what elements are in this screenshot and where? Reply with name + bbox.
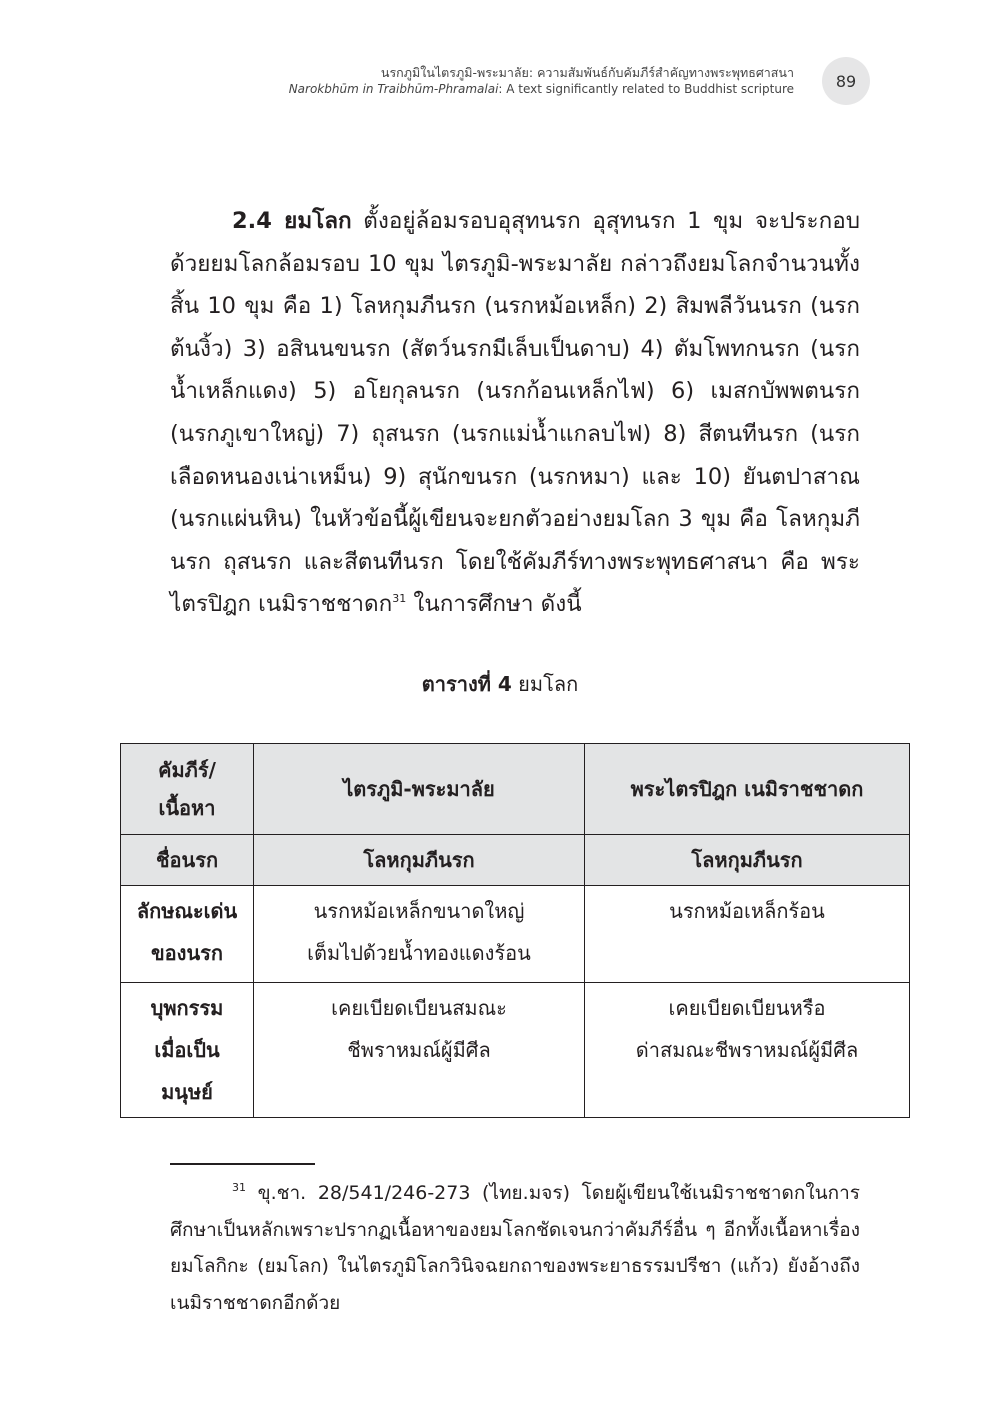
yama-loka-table <box>120 743 910 1118</box>
running-header-english <box>174 81 794 98</box>
cell-line: ชีพราหมณ์ผู้มีศีล <box>347 1038 491 1062</box>
body-text-end: ในการศึกษา ดังนี้ <box>406 591 582 618</box>
cell-name-traibhum: โลหกุมภีนรก <box>254 835 585 886</box>
table-caption-label: ตารางที่ 4 <box>421 672 512 696</box>
page-number: 89 <box>822 57 870 105</box>
cell-line: มนุษย์ <box>161 1080 213 1104</box>
footnote-number: 31 <box>232 1181 246 1194</box>
body-paragraph <box>170 200 860 626</box>
body-text: ตั้งอยู่ล้อมรอบอุสุทนรก อุสุทนรก 1 ขุม จะประกอบด้วยยมโลกล้อมรอบ 10 ขุม ไตรภูมิ-พระมาลัย กล่าวถึงยมโลกจำนวนทั้งสิ้น 10 ขุม คือ 1) โลหกุมภีนรก (นรกหม้อเหล็ก) 2) สิมพลีวันนรก (นรกต้นงิ้ว) 3) อสินนขนรก (สัตว์นรกมีเล็บเป็นดาบ) 4) ตัมโพทกนรก (นรกน้ำเหล็กแดง) 5) อโยกุลนรก (นรกก้อนเหล็กไฟ) 6) เมสกบัพพตนรก (นรกภูเขาใหญ่) 7) ถุสนรก (นรกแม่น้ำแกลบไฟ) 8) สีตนทีนรก (นรกเลือดหนองเน่าเหม็น) 9) สุนักขนรก (นรกหมา) และ 10) ยันตปาสาณ (นรกแผ่นหิน) ในหัวข้อนี้ผู้เขียนจะยกตัวอย่างยมโลก 3 ขุม คือ โลหกุมภีนรก ถุสนรก และสีตนทีนรก โดยใช้คัมภีร์ทางพระพุทธศาสนา คือ พระไตรปิฎก เนมิราชชาดก <box>170 208 860 618</box>
section-heading: 2.4 ยมโลก <box>232 208 352 234</box>
cell-line: บุพกรรม <box>150 996 224 1020</box>
table-row-past-karma <box>121 983 910 1118</box>
table-row-hell-name <box>121 835 910 886</box>
cell-line: ของนรก <box>151 941 223 965</box>
cell-karma-traibhum <box>254 983 585 1118</box>
table-caption-text: ยมโลก <box>511 672 579 696</box>
cell-characteristics-traibhum <box>254 886 585 983</box>
row-label-past-karma <box>121 983 254 1118</box>
cell-karma-nemiraja <box>585 983 910 1118</box>
cell-line: เต็มไปด้วยน้ำทองแดงร้อน <box>307 941 531 965</box>
cell-line: นรกหม้อเหล็กขนาดใหญ่ <box>313 899 525 923</box>
cell-line: ลักษณะเด่น <box>136 899 238 923</box>
cell-name-nemiraja: โลหกุมภีนรก <box>585 835 910 886</box>
running-header-thai: นรกภูมิในไตรภูมิ-พระมาลัย: ความสัมพันธ์กับคัมภีร์สำคัญทางพระพุทธศาสนา <box>380 65 794 80</box>
running-header-english-rest: : A text significantly related to Buddhist scripture <box>498 82 794 96</box>
row-label-hell-name: ชื่อนรก <box>121 835 254 886</box>
cell-line: เมื่อเป็น <box>154 1038 220 1062</box>
cell-line: เคยเบียดเบียนหรือ <box>668 996 826 1020</box>
cell-line: เคยเบียดเบียนสมณะ <box>331 996 507 1020</box>
running-header-english-italic: Narokbhūm in Traibhūm-Phramalai <box>288 82 499 96</box>
header-cell-scripture-content <box>121 744 254 835</box>
cell-line: ด่าสมณะชีพราหมณ์ผู้มีศีล <box>635 1038 859 1062</box>
table-header-row <box>121 744 910 835</box>
cell-line: นรกหม้อเหล็กร้อน <box>669 899 825 923</box>
footnote-text: ขุ.ชา. 28/541/246-273 (ไทย.มจร) โดยผู้เขียนใช้เนมิราชชาดกในการศึกษาเป็นหลักเพราะปรากฏเนื้อหาของยมโลกชัดเจนกว่าคัมภีร์อื่น ๆ อีกทั้งเนื้อหาเรื่อง ยมโลกิกะ (ยมโลก) ในไตรภูมิโลกวินิจฉยกถาของพระยาธรรมปรีชา (แก้ว) ยังอ้างถึงเนมิราชชาดกอีกด้วย <box>170 1182 860 1314</box>
footnote-separator <box>170 1163 315 1165</box>
table-caption <box>0 668 1000 700</box>
table-row-characteristics <box>121 886 910 983</box>
header-cell-line: เนื้อหา <box>158 796 216 820</box>
header-cell-nemiraja: พระไตรปิฎก เนมิราชชาดก <box>585 744 910 835</box>
footnote <box>170 1175 860 1321</box>
header-cell-line: คัมภีร์/ <box>158 758 216 782</box>
cell-characteristics-nemiraja <box>585 886 910 983</box>
footnote-reference[interactable]: 31 <box>392 592 407 606</box>
header-cell-traibhum: ไตรภูมิ-พระมาลัย <box>254 744 585 835</box>
running-header <box>174 64 794 98</box>
row-label-characteristics <box>121 886 254 983</box>
